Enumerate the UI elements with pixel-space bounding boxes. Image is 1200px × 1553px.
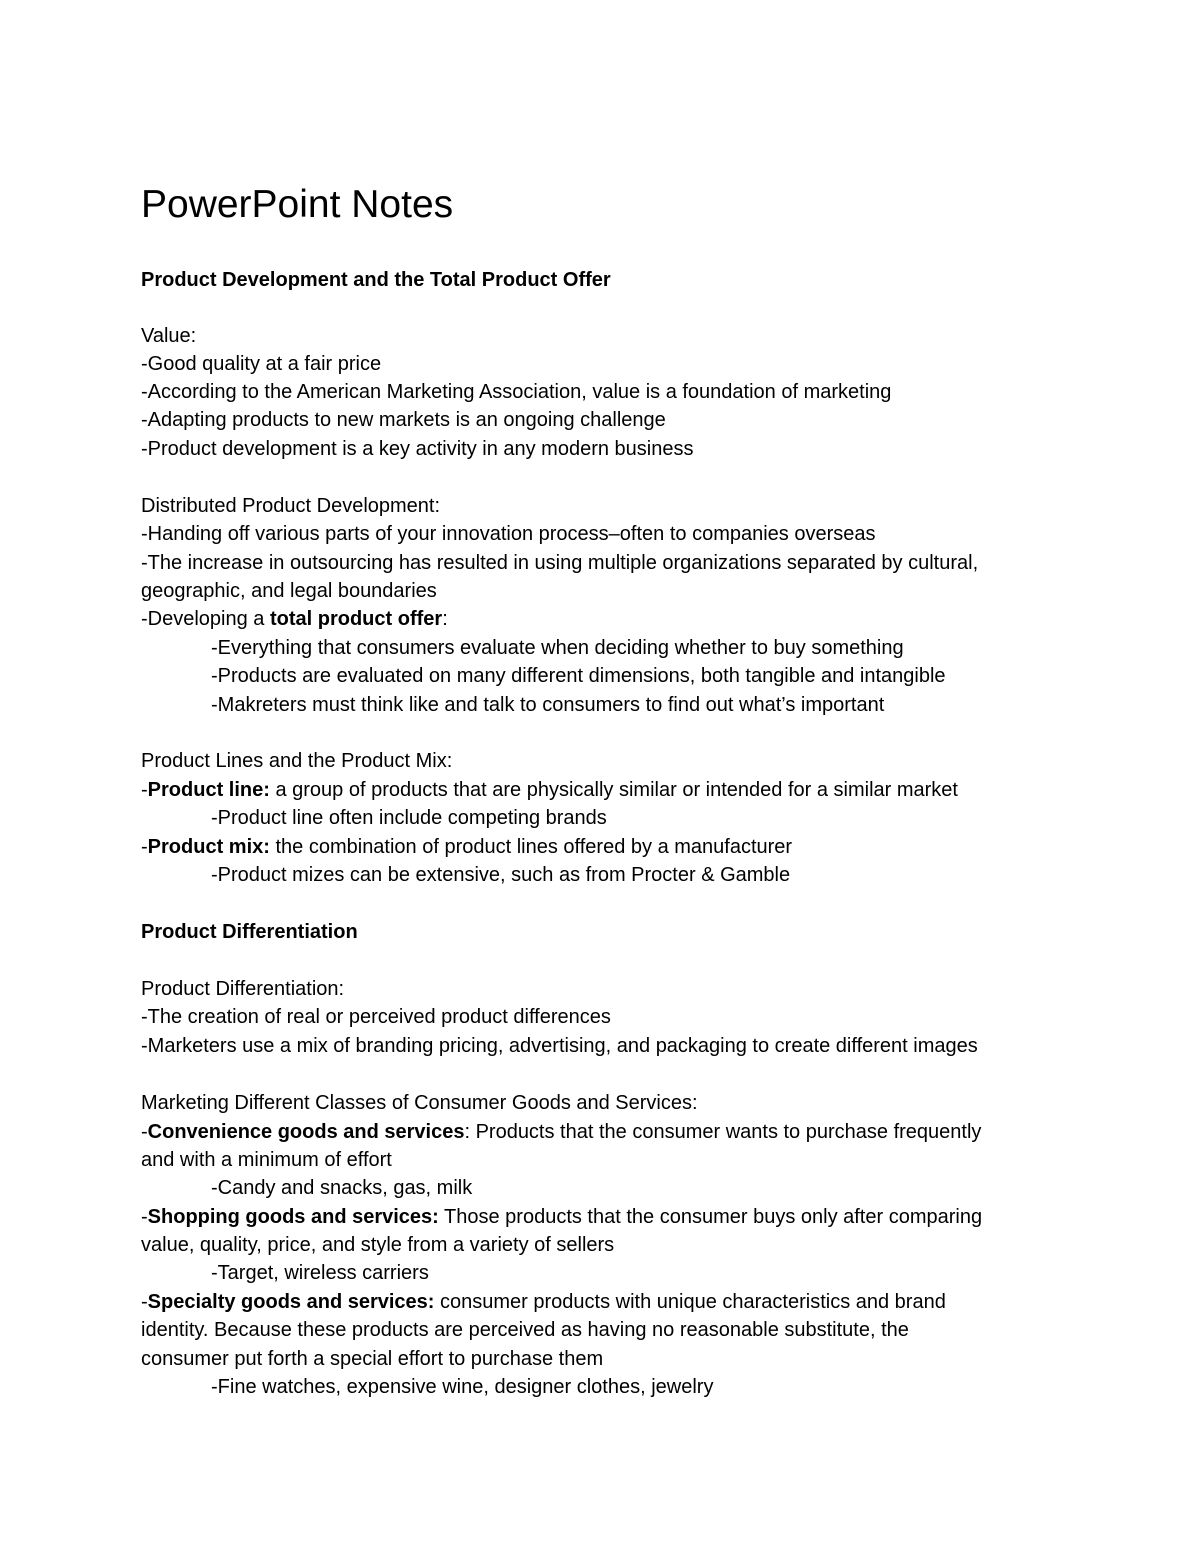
- shopping-goods-definition: -Shopping goods and services: Those products that the consumer buys only after comparing: [141, 1206, 983, 1228]
- product-mix-definition: -Product mix: the combination of product lines offered by a manufacturer: [141, 836, 793, 858]
- consumer-goods-classes-label: Marketing Different Classes of Consumer Goods and Services:: [141, 1092, 698, 1114]
- value-item: -Product development is a key activity in any modern business: [141, 438, 694, 460]
- total-product-offer-item: -Developing a total product offer:: [141, 608, 448, 630]
- shopping-goods-examples: -Target, wireless carriers: [211, 1262, 429, 1284]
- total-product-offer-term: total product offer: [269, 608, 443, 630]
- specialty-goods-examples: -Fine watches, expensive wine, designer clothes, jewelry: [211, 1376, 714, 1398]
- specialty-goods-definition-continued: identity. Because these products are perceived as having no reasonable substitute, the: [141, 1319, 909, 1341]
- product-mix-term: Product mix:: [147, 836, 270, 858]
- total-product-offer-subitem: -Products are evaluated on many different dimensions, both tangible and intangible: [211, 665, 946, 687]
- section-heading-product-development: Product Development and the Total Product Offer: [141, 269, 611, 291]
- shopping-goods-definition-continued: value, quality, price, and style from a variety of sellers: [141, 1234, 615, 1256]
- value-item: -Adapting products to new markets is an ongoing challenge: [141, 409, 666, 431]
- convenience-goods-term: Convenience goods and services: [147, 1121, 465, 1143]
- distributed-development-label: Distributed Product Development:: [141, 495, 441, 517]
- convenience-goods-definition: -Convenience goods and services: Products that the consumer wants to purchase frequently: [141, 1121, 982, 1143]
- product-differentiation-item: -The creation of real or perceived product differences: [141, 1006, 611, 1028]
- value-label: Value:: [141, 325, 197, 347]
- shopping-goods-term: Shopping goods and services:: [147, 1206, 439, 1228]
- specialty-goods-definition-continued: consumer put forth a special effort to purchase them: [141, 1348, 604, 1370]
- section-heading-product-differentiation: Product Differentiation: [141, 921, 358, 943]
- document-title: PowerPoint Notes: [141, 183, 454, 226]
- product-lines-mix-label: Product Lines and the Product Mix:: [141, 750, 453, 772]
- total-product-offer-subitem: -Makreters must think like and talk to consumers to find out what’s important: [211, 694, 885, 716]
- total-product-offer-subitem: -Everything that consumers evaluate when deciding whether to buy something: [211, 637, 904, 659]
- product-line-subitem: -Product line often include competing brands: [211, 807, 607, 829]
- value-item: -Good quality at a fair price: [141, 353, 382, 375]
- distributed-development-item: -Handing off various parts of your innovation process–often to companies overseas: [141, 523, 876, 545]
- product-line-definition: -Product line: a group of products that are physically similar or intended for a similar market: [141, 779, 958, 801]
- product-differentiation-item: -Marketers use a mix of branding pricing, advertising, and packaging to create different images: [141, 1035, 978, 1057]
- distributed-development-item: -The increase in outsourcing has resulted in using multiple organizations separated by cultural,: [141, 552, 979, 574]
- specialty-goods-term: Specialty goods and services:: [147, 1291, 435, 1313]
- distributed-development-item-continued: geographic, and legal boundaries: [141, 580, 437, 602]
- product-mix-subitem: -Product mizes can be extensive, such as from Procter & Gamble: [211, 864, 791, 886]
- product-differentiation-label: Product Differentiation:: [141, 978, 345, 1000]
- convenience-goods-examples: -Candy and snacks, gas, milk: [211, 1177, 473, 1199]
- specialty-goods-definition: -Specialty goods and services: consumer products with unique characteristics and brand: [141, 1291, 946, 1313]
- convenience-goods-definition-continued: and with a minimum of effort: [141, 1149, 392, 1171]
- product-line-term: Product line:: [147, 779, 270, 801]
- value-item: -According to the American Marketing Association, value is a foundation of marketing: [141, 381, 892, 403]
